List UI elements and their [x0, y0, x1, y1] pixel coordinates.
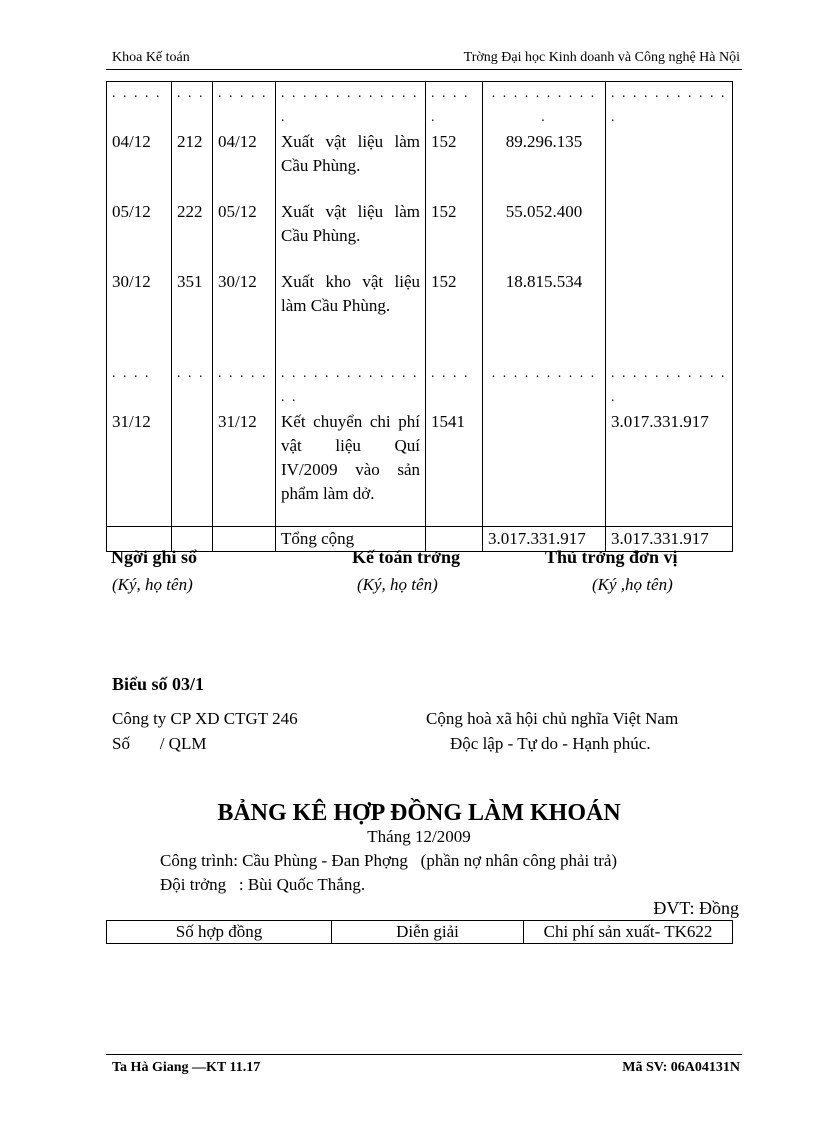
credit-cell: 3.017.331.917 [606, 410, 733, 527]
description-cell: Kết chuyển chi phí vật liệu Quí IV/2009 vào sản phẩm làm dở. [276, 410, 426, 527]
table-row [107, 270, 733, 362]
footer-rule [106, 1054, 742, 1055]
debit-cell: 18.815.534 [483, 270, 606, 362]
column-header: Số hợp đồng [107, 921, 332, 944]
signature-title: Thủ trởng đơn vị [545, 547, 678, 567]
account-cell: 152 [426, 130, 483, 200]
credit-cell [606, 200, 733, 270]
signature-title: Kế toán trởng [352, 547, 460, 567]
voucher-no-cell [172, 410, 213, 527]
date2-cell: 04/12 [213, 130, 276, 200]
ellipsis-cell: . . . . . . . . . . . . [606, 362, 733, 410]
date2-cell: 30/12 [213, 270, 276, 362]
table-row [107, 200, 733, 270]
footer-left: Ta Hà Giang —KT 11.17 [112, 1060, 261, 1075]
description-cell: Xuất kho vật liệu làm Cầu Phùng. [276, 270, 426, 362]
header-left: Khoa Kế toán [112, 50, 190, 65]
date-cell: 05/12 [107, 200, 172, 270]
ellipsis-cell: . . . . . . . . . . . . [606, 82, 733, 131]
ellipsis-cell: . . . . [426, 362, 483, 410]
project-line: Công trình: Cầu Phùng - Đan Phợng (phần nợ nhân công phải trả) [160, 851, 618, 870]
dots-row-top [107, 82, 733, 131]
date-cell: 04/12 [107, 130, 172, 200]
signature-title: Ngời ghi sổ [111, 547, 197, 567]
voucher-no-cell: 222 [172, 200, 213, 270]
debit-cell: 89.296.135 [483, 130, 606, 200]
ellipsis-cell: . . . . [107, 362, 172, 410]
header-right: Trờng Đại học Kinh doanh và Công nghệ Hà Nội [463, 50, 740, 65]
description-cell: Xuất vật liệu làm Cầu Phùng. [276, 130, 426, 200]
ledger-table [106, 81, 733, 552]
ellipsis-cell: . . . . . [426, 82, 483, 131]
column-header: Diễn giải [332, 921, 524, 944]
signature-subtitle: (Ký ,họ tên) [592, 575, 673, 594]
ellipsis-cell: . . . . . . . . . . [483, 362, 606, 410]
credit-cell [606, 130, 733, 200]
debit-cell: 55.052.400 [483, 200, 606, 270]
ellipsis-cell: . . . [172, 362, 213, 410]
footer-right: Mã SV: 06A04131N [622, 1060, 740, 1075]
table-row [107, 130, 733, 200]
team-leader-line: Đội trởng : Bùi Quốc Thắng. [160, 875, 366, 894]
form-code: Biểu số 03/1 [112, 674, 205, 694]
date-cell: 30/12 [107, 270, 172, 362]
total-credit: 3.017.331.917 [606, 527, 733, 552]
national-slogan: Độc lập - Tự do - Hạnh phúc. [450, 734, 651, 753]
debit-cell [483, 410, 606, 527]
ellipsis-cell: . . . . . . . . . . . . . . [276, 82, 426, 131]
document-number: Số / QLM [112, 734, 207, 753]
voucher-no-cell: 212 [172, 130, 213, 200]
ellipsis-cell: . . . . . [213, 82, 276, 131]
date2-cell: 05/12 [213, 200, 276, 270]
national-motto: Cộng hoà xã hội chủ nghĩa Việt Nam [426, 709, 679, 728]
total-label: Tổng cộng [276, 527, 426, 552]
closing-row [107, 410, 733, 527]
description-cell: Xuất vật liệu làm Cầu Phùng. [276, 200, 426, 270]
date-cell: 31/12 [107, 410, 172, 527]
dots-row-mid [107, 362, 733, 410]
contract-table [106, 920, 733, 944]
signature-subtitle: (Ký, họ tên) [112, 575, 193, 594]
signature-subtitle: (Ký, họ tên) [357, 575, 438, 594]
page-title: BẢNG KÊ HỢP ĐỒNG LÀM KHOÁN [217, 800, 621, 826]
account-cell: 1541 [426, 410, 483, 527]
company-name: Công ty CP XD CTGT 246 [112, 709, 298, 728]
account-cell: 152 [426, 200, 483, 270]
unit-label: ĐVT: Đồng [653, 898, 739, 918]
column-header: Chi phí sản xuất- TK622 [524, 921, 733, 944]
ellipsis-cell: . . . . . [213, 362, 276, 410]
header-rule [106, 69, 742, 70]
voucher-no-cell: 351 [172, 270, 213, 362]
ellipsis-cell: . . . . . . . . . . . [483, 82, 606, 131]
ellipsis-cell: . . . [172, 82, 213, 131]
credit-cell [606, 270, 733, 362]
empty-cell [213, 527, 276, 552]
table-header-row [107, 921, 733, 944]
month-label: Tháng 12/2009 [367, 827, 471, 846]
date2-cell: 31/12 [213, 410, 276, 527]
total-debit: 3.017.331.917 [483, 527, 606, 552]
account-cell: 152 [426, 270, 483, 362]
ellipsis-cell: . . . . . [107, 82, 172, 131]
ellipsis-cell: . . . . . . . . . . . . . . . [276, 362, 426, 410]
